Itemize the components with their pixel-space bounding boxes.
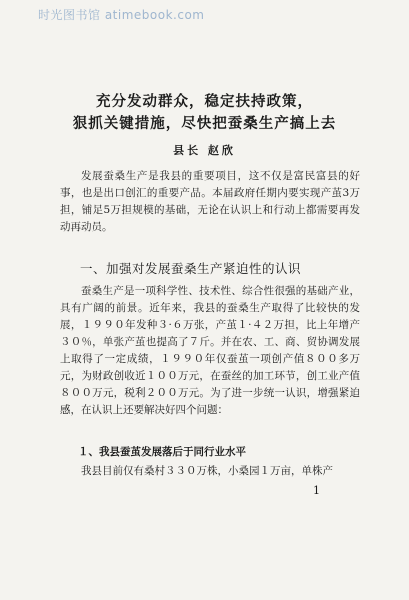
section-1-paragraph: 蚕桑生产是一项科学性、技术性、综合性很强的基础产业，具有广阔的前景。近年来，我县的蚕桑生产取得了比较快的发展，１９９０年发种３·６万张，产茧１·４２万担，比上年增产３０％，单张产茧也提高了７斤。并在农、工、商、贸协调发展上取得了一定成绩，１９９０年仅蚕茧一项创产值８００多万元，为财政创收近１００万元，在蚕丝的加工环节，创工业产值８００万元，税利２００万元。为了进一步统一认识，增强紧迫感，在认识上还要解决好四个问题： xyxy=(60,285,360,416)
watermark: 时光图书馆 atimebook.com xyxy=(38,8,205,22)
subheading-1-paragraph: 我县目前仅有桑村３３０万株，小桑园１万亩，单株产 xyxy=(81,465,333,477)
subheading-1: １、我县蚕茧发展落后于同行业水平 xyxy=(78,446,246,458)
document-title-line-1: 充分发动群众，稳定扶持政策， xyxy=(96,94,313,110)
page-number: 1 xyxy=(313,484,320,497)
section-heading-1: 一、加强对发展蚕桑生产紧迫性的认识 xyxy=(80,261,302,276)
author-byline: 县长 赵欣 xyxy=(173,144,236,157)
intro-paragraph: 发展蚕桑生产是我县的重要项目，这不仅是富民富县的好事，也是出口创汇的重要产品。本届政府任期内要实现产茧3万担，铺足5万担规模的基础，无论在认识上和行动上都需要再发动再动员。 xyxy=(60,170,360,233)
document-title-line-2: 狠抓关键措施，尽快把蚕桑生产搞上去 xyxy=(72,116,337,132)
